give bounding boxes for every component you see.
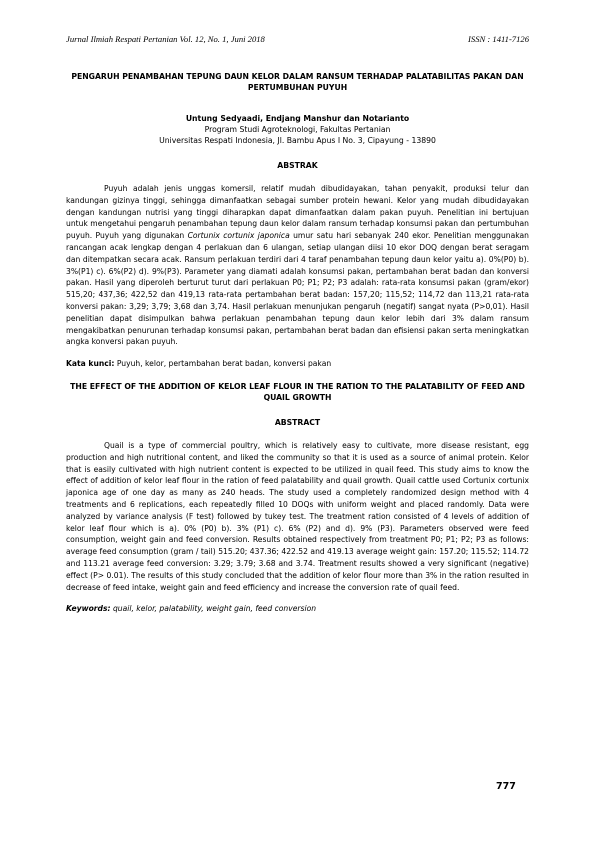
authors: Untung Sedyaadi, Endjang Manshur dan Notarianto — [185, 114, 410, 123]
page-number: 777 — [496, 781, 516, 792]
affiliation-program: Program Studi Agroteknologi, Fakultas Pertanian — [204, 125, 391, 134]
abstrak-text-part1: Puyuh adalah jenis unggas komersil, relatif mudah dibudidayakan, tahan penyakit, produksi telur dan kandungan gizinya tinggi, sehingga dimanfaatkan sebagai sumber protein hewani. Kelor yang mudah dibudidayakan dengan kandungan nutrisi yang tinggi diharapkan dapat dimanfaatkan dalam pakan puyuh. Penelitian ini bertujuan untuk mengetahui pengaruh penambahan tepung daun kelor dalam ransum terhadap konsumsi pakan dan pertumbuhan puyuh. Puyuh yang digunakan — [66, 184, 529, 241]
paper-body — [66, 71, 529, 615]
kata-kunci-label: Kata kunci: — [66, 359, 115, 369]
issn: ISSN : 1411-7126 — [468, 34, 529, 44]
abstract-heading: ABSTRACT — [274, 417, 321, 427]
kata-kunci — [66, 358, 529, 370]
paper-title-id: PENGARUH PENAMBAHAN TEPUNG DAUN KELOR DALAM RANSUM TERHADAP PALATABILITAS PAKAN DAN PERTUMBUHAN PUYUH — [71, 72, 524, 92]
keywords — [66, 603, 529, 615]
abstrak-text-part2: umur satu hari sebanyak 240 ekor. Penelitian menggunakan rancangan acak lengkap dengan 4 perlakuan dan 6 ulangan, setiap ulangan diisi 10 ekor DOQ dengan berat seragam dan ditempatkan secara acak. Ransum perlakuan terdiri dari 4 taraf penambahan tepung daun kelor yaitu a). 0%(P0) b). 3%(P1) c). 6%(P2) d). 9%(P3). Parameter yang diamati adalah konsumsi pakan, pertambahan berat badan dan konversi pakan. Hasil yang diperoleh berturut turut dari perlakuan P0; P1; P2; P3 adalah: rata-rata konsumsi pakan (gram/ekor) 515,20; 437,36; 422,52 dan 419,13 rata-rata pertambahan berat badan: 157,20; 115,52; 114,72 dan 113,21 rata-rata konversi pakan: 3,29; 3,79; 3,68 dan 3,74. Hasil perlakuan menunjukan pengaruh (negatif) sangat nyata (P>0,01). Hasil penelitian dapat disimpulkan bahwa perlakuan penambahan tepung daun kelor lebih dari 3% dalam ransum mengakibatkan penurunan terhadap konsumsi pakan, pertambahan berat badan dan efisiensi pakan serta meningkatkan angka konversi pakan puyuh. — [66, 231, 529, 347]
kata-kunci-values: Puyuh, kelor, pertambahan berat badan, konversi pakan — [114, 359, 332, 369]
keywords-label: Keywords: — [66, 604, 111, 614]
paper-title-en: THE EFFECT OF THE ADDITION OF KELOR LEAF FLOUR IN THE RATION TO THE PALATABILITY OF FEED AND QUAIL GROWTH — [70, 381, 525, 402]
abstrak-heading: ABSTRAK — [277, 161, 318, 170]
species-name: Cortunix cortunix japonica — [187, 231, 290, 241]
affiliation-university: Universitas Respati Indonesia, Jl. Bambu Apus I No. 3, Cipayung - 13890 — [159, 136, 436, 145]
abstract-text: Quail is a type of commercial poultry, which is relatively easy to cultivate, more disease resistant, egg production and high nutritional content, and liked the community so that it is used as a source of animal protein. Kelor that is easily cultivated with high nutrient content is expected to be utilized in quail feed. This study aims to know the effect of addition of kelor leaf flour in the ration of feed palatability and quail growth. Quail cattle used Cortunix cortunix japonica age of one day as many as 240 heads. The study used a completely randomized design method with 4 treatments and 6 replications, each repeatedly filled 10 DOQs with uniform weight and placed randomly. Data were analyzed by variance analysis (F test) followed by tukey test. The treatment ration consisted of 4 levels of addition of kelor leaf flour which is a). 0% (P0) b). 3% (P1) c). 6% (P2) and d). 9% (P3). Parameters observed were feed consumption, weight gain and feed conversion. Results obtained respectively from treatment P0; P1; P2; P3 as follows: average feed consumption (gram / tail) 515.20; 437.36; 422.52 and 419.13 average weight gain: 157.20; 115.52; 114.72 and 113.21 average feed conversion: 3.29; 3.79; 3.68 and 3.74. Treatment results showed a very significant (negative) effect (P> 0.01). The results of this study concluded that the addition of kelor flour more than 3% in the ration resulted in decrease of feed intake, weight gain and feed efficiency and increase the conversion rate of quail feed. — [66, 440, 529, 592]
keywords-values: quail, kelor, palatability, weight gain, feed conversion — [110, 604, 317, 614]
journal-citation: Jurnal Ilmiah Respati Pertanian Vol. 12, No. 1, Juni 2018 — [66, 34, 265, 44]
abstrak-text — [66, 183, 529, 348]
